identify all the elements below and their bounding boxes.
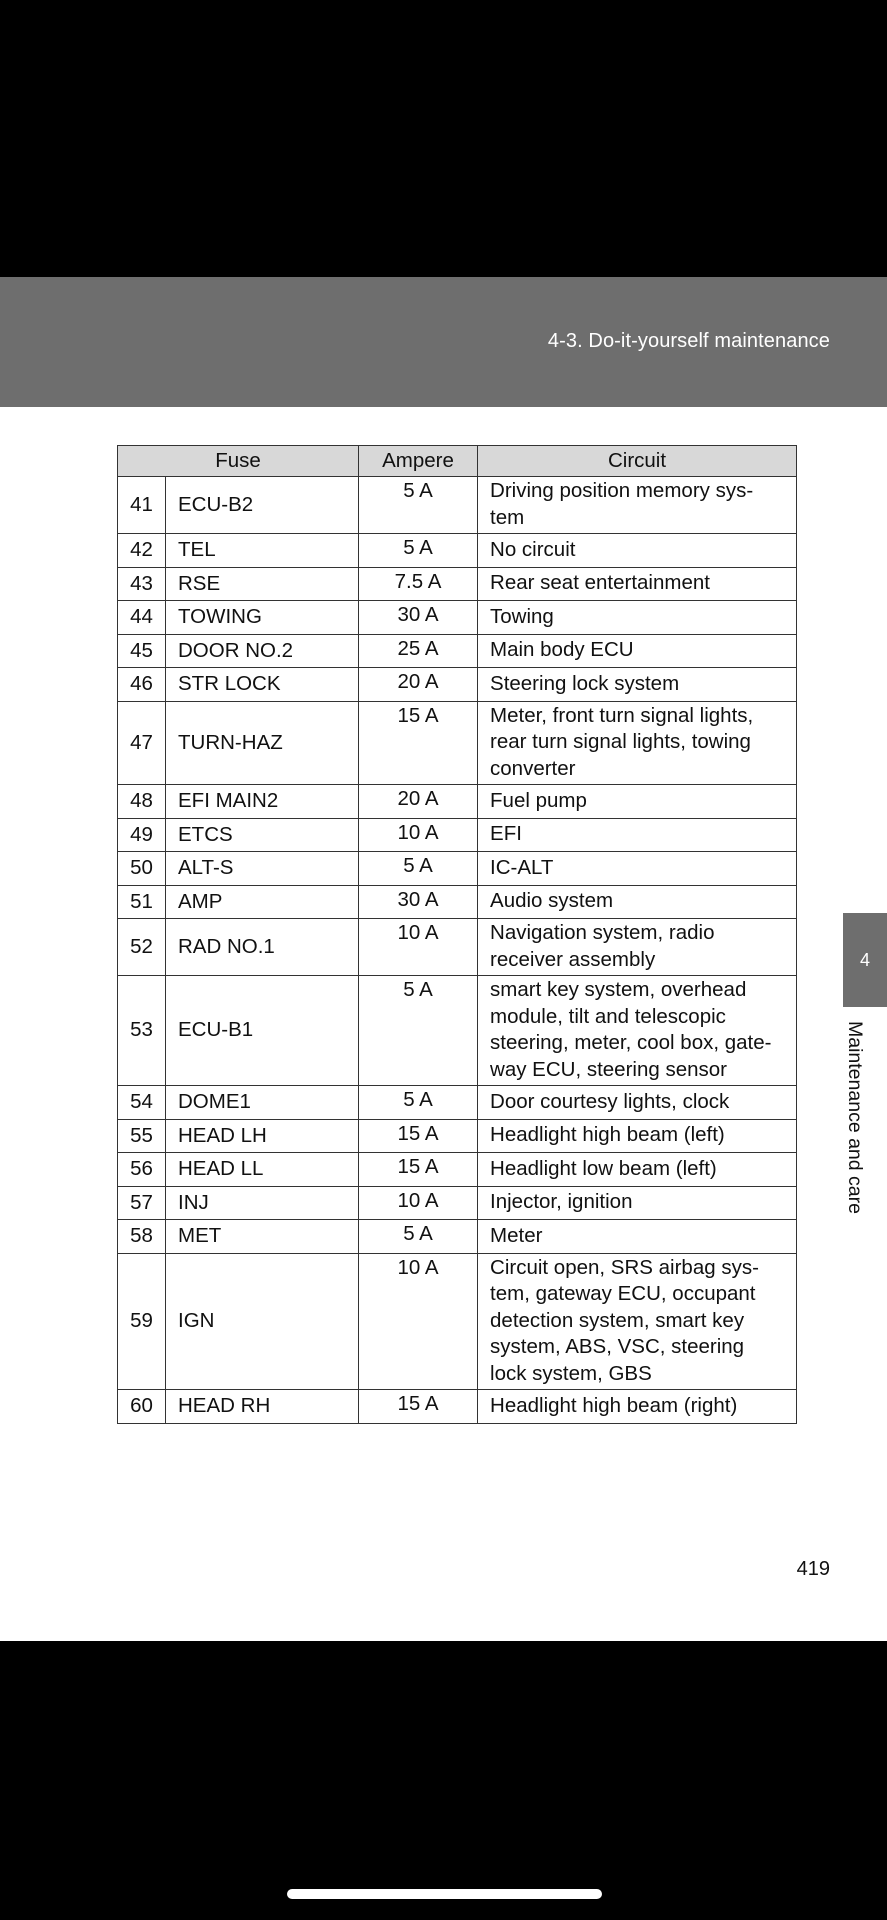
ampere-cell: 15 A (359, 701, 478, 785)
fuse-name-cell: ECU-B2 (166, 477, 359, 534)
circuit-cell: Meter (478, 1220, 797, 1254)
circuit-cell: Headlight high beam (left) (478, 1119, 797, 1153)
fuse-number-cell: 43 (118, 567, 166, 601)
ampere-cell: 7.5 A (359, 567, 478, 601)
chapter-side-label (844, 1021, 884, 1251)
ampere-cell: 25 A (359, 634, 478, 668)
fuse-number-cell: 41 (118, 477, 166, 534)
table-row (118, 818, 797, 852)
circuit-cell: Fuel pump (478, 785, 797, 819)
circuit-cell: Headlight low beam (left) (478, 1153, 797, 1187)
fuse-number-cell: 47 (118, 701, 166, 785)
circuit-cell: Main body ECU (478, 634, 797, 668)
table-row (118, 601, 797, 635)
fuse-table (117, 445, 797, 1424)
table-row (118, 477, 797, 534)
ampere-cell: 5 A (359, 852, 478, 886)
circuit-cell: Meter, front turn signal lights, rear turn signal lights, towing converter (478, 701, 797, 785)
fuse-name-cell: EFI MAIN2 (166, 785, 359, 819)
ampere-cell: 10 A (359, 1253, 478, 1390)
column-header-circuit: Circuit (478, 446, 797, 477)
table-row (118, 1253, 797, 1390)
fuse-name-cell: MET (166, 1220, 359, 1254)
fuse-name-cell: TOWING (166, 601, 359, 635)
fuse-number-cell: 57 (118, 1186, 166, 1220)
fuse-number-cell: 46 (118, 668, 166, 702)
home-indicator[interactable] (287, 1889, 602, 1899)
circuit-cell: Injector, ignition (478, 1186, 797, 1220)
ampere-cell: 15 A (359, 1119, 478, 1153)
table-row (118, 701, 797, 785)
table-row (118, 1390, 797, 1424)
fuse-name-cell: RSE (166, 567, 359, 601)
fuse-number-cell: 58 (118, 1220, 166, 1254)
table-row (118, 567, 797, 601)
column-header-ampere: Ampere (359, 446, 478, 477)
ampere-cell: 5 A (359, 1220, 478, 1254)
ampere-cell: 5 A (359, 534, 478, 568)
ampere-cell: 10 A (359, 919, 478, 976)
table-row (118, 885, 797, 919)
fuse-number-cell: 54 (118, 1086, 166, 1120)
column-header-fuse: Fuse (118, 446, 359, 477)
fuse-name-cell: HEAD RH (166, 1390, 359, 1424)
circuit-cell: Headlight high beam (right) (478, 1390, 797, 1424)
fuse-name-cell: ECU-B1 (166, 976, 359, 1086)
circuit-cell: Driving position memory sys- tem (478, 477, 797, 534)
section-title: 4-3. Do-it-yourself maintenance (547, 330, 830, 352)
ampere-cell: 5 A (359, 477, 478, 534)
fuse-number-cell: 48 (118, 785, 166, 819)
table-row (118, 1153, 797, 1187)
fuse-name-cell: TURN-HAZ (166, 701, 359, 785)
circuit-cell: Steering lock system (478, 668, 797, 702)
page-number: 419 (796, 1558, 830, 1580)
fuse-name-cell: IGN (166, 1253, 359, 1390)
fuse-number-cell: 50 (118, 852, 166, 886)
manual-page (0, 277, 887, 1641)
fuse-table-body (118, 477, 797, 1424)
fuse-number-cell: 59 (118, 1253, 166, 1390)
table-row (118, 1186, 797, 1220)
table-row (118, 976, 797, 1086)
ampere-cell: 30 A (359, 601, 478, 635)
fuse-number-cell: 51 (118, 885, 166, 919)
table-row (118, 634, 797, 668)
fuse-number-cell: 49 (118, 818, 166, 852)
fuse-name-cell: TEL (166, 534, 359, 568)
ampere-cell: 10 A (359, 1186, 478, 1220)
circuit-cell: Rear seat entertainment (478, 567, 797, 601)
table-row (118, 1220, 797, 1254)
table-header-row (118, 446, 797, 477)
table-row (118, 668, 797, 702)
circuit-cell: Towing (478, 601, 797, 635)
fuse-number-cell: 42 (118, 534, 166, 568)
fuse-number-cell: 55 (118, 1119, 166, 1153)
fuse-name-cell: AMP (166, 885, 359, 919)
circuit-cell: IC-ALT (478, 852, 797, 886)
section-header-band (0, 277, 887, 407)
ampere-cell: 15 A (359, 1390, 478, 1424)
circuit-cell: smart key system, overhead module, tilt and telescopic steering, meter, cool box, gate- way ECU, steering sensor (478, 976, 797, 1086)
fuse-number-cell: 56 (118, 1153, 166, 1187)
fuse-name-cell: HEAD LL (166, 1153, 359, 1187)
ampere-cell: 5 A (359, 976, 478, 1086)
fuse-number-cell: 53 (118, 976, 166, 1086)
table-row (118, 852, 797, 886)
fuse-number-cell: 60 (118, 1390, 166, 1424)
fuse-name-cell: INJ (166, 1186, 359, 1220)
fuse-name-cell: HEAD LH (166, 1119, 359, 1153)
circuit-cell: No circuit (478, 534, 797, 568)
fuse-name-cell: DOME1 (166, 1086, 359, 1120)
circuit-cell: Door courtesy lights, clock (478, 1086, 797, 1120)
table-row (118, 785, 797, 819)
chapter-number: 4 (859, 949, 870, 970)
fuse-name-cell: RAD NO.1 (166, 919, 359, 976)
table-row (118, 534, 797, 568)
fuse-number-cell: 44 (118, 601, 166, 635)
table-row (118, 1086, 797, 1120)
table-row (118, 1119, 797, 1153)
ampere-cell: 20 A (359, 785, 478, 819)
ampere-cell: 10 A (359, 818, 478, 852)
table-row (118, 919, 797, 976)
ampere-cell: 15 A (359, 1153, 478, 1187)
fuse-number-cell: 45 (118, 634, 166, 668)
circuit-cell: Circuit open, SRS airbag sys- tem, gateway ECU, occupant detection system, smart key system, ABS, VSC, steering lock system, GBS (478, 1253, 797, 1390)
ampere-cell: 30 A (359, 885, 478, 919)
ampere-cell: 20 A (359, 668, 478, 702)
fuse-name-cell: ETCS (166, 818, 359, 852)
chapter-title: Maintenance and care (844, 1021, 866, 1214)
circuit-cell: EFI (478, 818, 797, 852)
fuse-name-cell: STR LOCK (166, 668, 359, 702)
chapter-tab (843, 913, 887, 1007)
fuse-name-cell: ALT-S (166, 852, 359, 886)
circuit-cell: Audio system (478, 885, 797, 919)
fuse-name-cell: DOOR NO.2 (166, 634, 359, 668)
circuit-cell: Navigation system, radio receiver assembly (478, 919, 797, 976)
fuse-number-cell: 52 (118, 919, 166, 976)
ampere-cell: 5 A (359, 1086, 478, 1120)
